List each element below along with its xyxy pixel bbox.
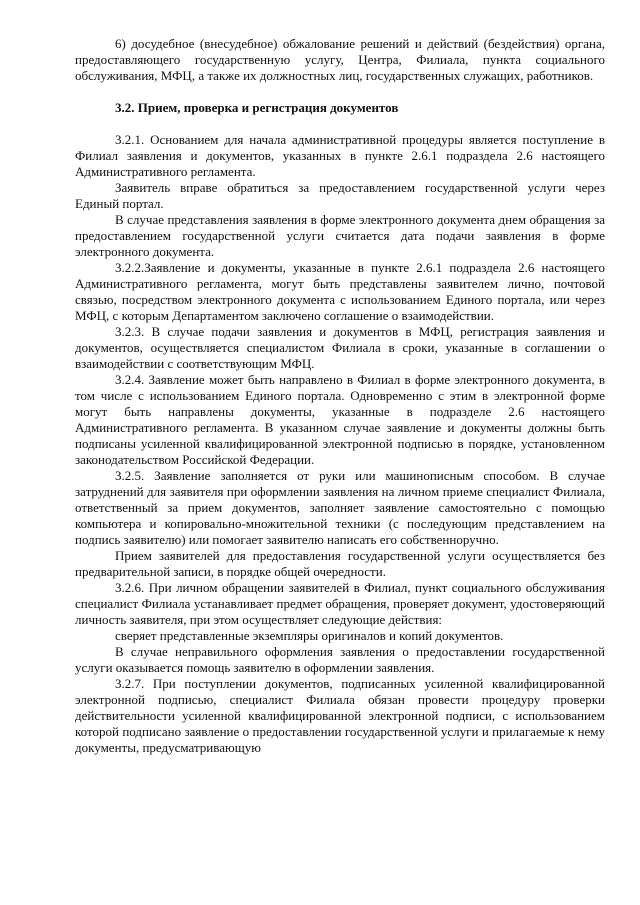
- paragraph-3-2-4: 3.2.4. Заявление может быть направлено в Филиал в форме электронного документа, в том числе с использованием Единого портала. Одновременно с этим в электронной форме могут быть направлены документы, указанные в подразделе 2.6 настоящего Административного регламента. В указанном случае заявление и документы должны быть подписаны усиленной квалифицированной электронной подписью в порядке, установленном законодательством Российской Федерации.: [75, 372, 605, 467]
- paragraph-electronic-date: В случае представления заявления в форме электронного документа днем обращения за предоставлением государственной услуги считается дата подачи заявления в форме электронного документа.: [75, 212, 605, 259]
- paragraph-3-2-7: 3.2.7. При поступлении документов, подписанных усиленной квалифицированной электронной подписью, специалист Филиала обязан провести процедуру проверки действительности усиленной квалифицированной электронной подписи, с использованием которой подписано заявление о предоставлении государственной услуги и прилагаемые к нему документы, предусматривающую: [75, 676, 605, 755]
- paragraph-3-2-5: 3.2.5. Заявление заполняется от руки или машинописным способом. В случае затруднений для заявителя при оформлении заявления на личном приеме специалист Филиала, ответственный за прием документов, заполняет заявление самостоятельно с помощью компьютера и копировально-множительной техники (с последующим представлением на подпись заявителю) или помогает заявителю написать его собственноручно.: [75, 468, 605, 547]
- paragraph-3-2-3: 3.2.3. В случае подачи заявления и документов в МФЦ, регистрация заявления и документов, осуществляется специалистом Филиала в сроки, указанные в соглашении о взаимодействии с соответствующим МФЦ.: [75, 324, 605, 371]
- paragraph-3-2-1: 3.2.1. Основанием для начала административной процедуры является поступление в Филиал заявления и документов, указанных в пункте 2.6.1 подраздела 2.6 настоящего Административного регламента.: [75, 132, 605, 179]
- document-page: [75, 36, 605, 756]
- paragraph-verify-copies: сверяет представленные экземпляры оригиналов и копий документов.: [115, 628, 504, 643]
- paragraph-reception: Прием заявителей для предоставления государственной услуги осуществляется без предварительной записи, в порядке общей очередности.: [75, 548, 605, 579]
- paragraph-top: 6) досудебное (внесудебное) обжалование решений и действий (бездействия) органа, предоставляющего государственную услугу, Центра, Филиала, пункта социального обслуживания, МФЦ, а также их должностных лиц, государственных служащих, работников.: [75, 36, 605, 83]
- paragraph-help-form: В случае неправильного оформления заявления о предоставлении государственной услуги оказывается помощь заявителю в оформлении заявления.: [75, 644, 605, 675]
- paragraph-portal: Заявитель вправе обратиться за предоставлением государственной услуги через Единый портал.: [75, 180, 605, 211]
- paragraph-3-2-2: 3.2.2.Заявление и документы, указанные в пункте 2.6.1 подраздела 2.6 настоящего Административного регламента, могут быть представлены заявителем лично, почтовой связью, посредством электронного документа с использованием Единого портала, или через МФЦ, с которым Департаментом заключено соглашение о взаимодействии.: [75, 260, 605, 323]
- paragraph-3-2-6: 3.2.6. При личном обращении заявителей в Филиал, пункт социального обслуживания специалист Филиала устанавливает предмет обращения, проверяет документ, удостоверяющий личность заявителя, при этом осуществляет следующие действия:: [75, 580, 605, 627]
- section-heading: 3.2. Прием, проверка и регистрация документов: [115, 100, 399, 115]
